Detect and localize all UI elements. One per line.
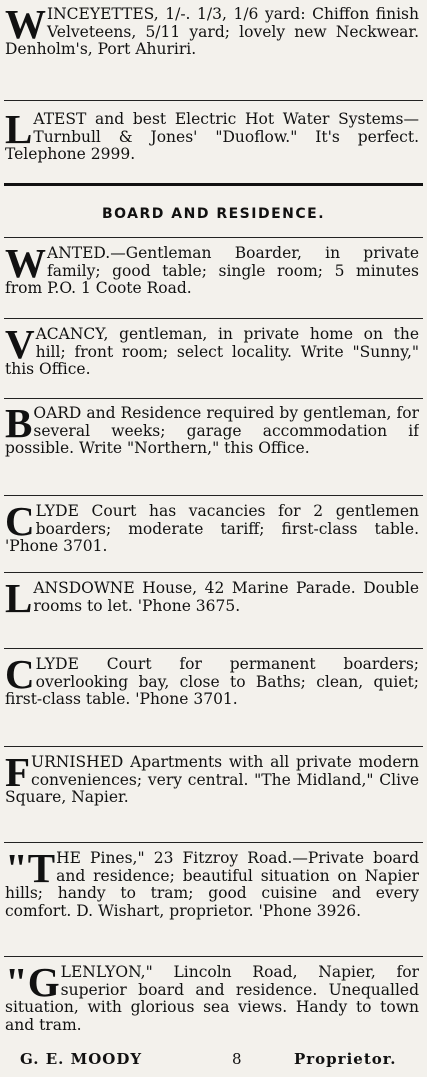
divider — [4, 495, 423, 496]
classified-lansdowne — [5, 580, 419, 615]
classified-clyde-court-2 — [5, 656, 419, 709]
ad-text: HE Pines," 23 Fitzroy Road.—Private board and residence; beautiful situation on Napier hills; handy to tram; good cuisine and every comfort. D. Wishart, proprietor. 'Phone 3926. — [5, 850, 419, 920]
divider — [4, 956, 423, 957]
section-heading: BOARD AND RESIDENCE. — [101, 206, 326, 222]
divider — [4, 100, 423, 101]
ad-text: LENLYON," Lincoln Road, Napier, for superior board and residence. Unequalled situation, with glorious sea views. Handy to town and tram. — [5, 964, 419, 1034]
classified-vacancy — [5, 326, 419, 379]
classified-glenlyon — [5, 964, 419, 1034]
divider — [4, 648, 423, 649]
ad-text: ANTED.—Gentleman Boarder, in private family; good table; single room; 5 minutes from P.O. 1 Coote Road. — [5, 245, 419, 297]
drop-cap: V — [5, 326, 35, 367]
signature-mark: 8 — [232, 1050, 243, 1068]
drop-cap: "G — [5, 964, 60, 1005]
drop-cap: B — [5, 405, 33, 446]
divider — [4, 318, 423, 319]
ad-text: ANSDOWNE House, 42 Marine Parade. Double rooms to let. 'Phone 3675. — [33, 580, 419, 615]
ad-winceyettes — [5, 6, 419, 59]
ad-text: LYDE Court for permanent boarders; overlooking bay, close to Baths; clean, quiet; first-class table. 'Phone 3701. — [5, 656, 419, 708]
drop-cap: W — [5, 245, 46, 286]
ad-text: ATEST and best Electric Hot Water Systems—Turnbull & Jones' "Duoflow." It's perfect. Telephone 2999. — [5, 111, 419, 163]
drop-cap: C — [5, 656, 35, 697]
ad-text: ACANCY, gentleman, in private home on the hill; front room; select locality. Write "Sunny," this Office. — [5, 326, 419, 378]
ad-text: LYDE Court has vacancies for 2 gentlemen boarders; moderate tariff; first-class table. 'Phone 3701. — [5, 503, 419, 555]
classified-wanted — [5, 245, 419, 298]
divider — [4, 746, 423, 747]
divider — [4, 237, 423, 238]
drop-cap: L — [5, 580, 33, 615]
divider — [4, 398, 423, 399]
classified-clyde-court — [5, 503, 419, 556]
classified-furnished — [5, 754, 419, 807]
divider — [4, 842, 423, 843]
ad-text: INCEYETTES, 1/-. 1/3, 1/6 yard: Chiffon finish Velveteens, 5/11 yard; lovely new Neckwear. Denholm's, Port Ahuriri. — [5, 6, 419, 58]
signature-role: Proprietor. — [294, 1050, 397, 1068]
classified-board — [5, 405, 419, 458]
drop-cap: "T — [5, 850, 56, 891]
ad-text: URNISHED Apartments with all private modern conveniences; very central. "The Midland," Clive Square, Napier. — [5, 754, 419, 806]
drop-cap: F — [5, 754, 31, 795]
drop-cap: C — [5, 503, 35, 544]
ad-text: OARD and Residence required by gentleman, for several weeks; garage accommodation if possible. Write "Northern," this Office. — [5, 405, 419, 457]
ad-hot-water — [5, 111, 419, 164]
classified-the-pines — [5, 850, 419, 920]
signature-name: G. E. MOODY — [20, 1050, 143, 1068]
drop-cap: L — [5, 111, 33, 152]
section-divider — [4, 183, 423, 186]
drop-cap: W — [5, 6, 46, 47]
divider — [4, 572, 423, 573]
